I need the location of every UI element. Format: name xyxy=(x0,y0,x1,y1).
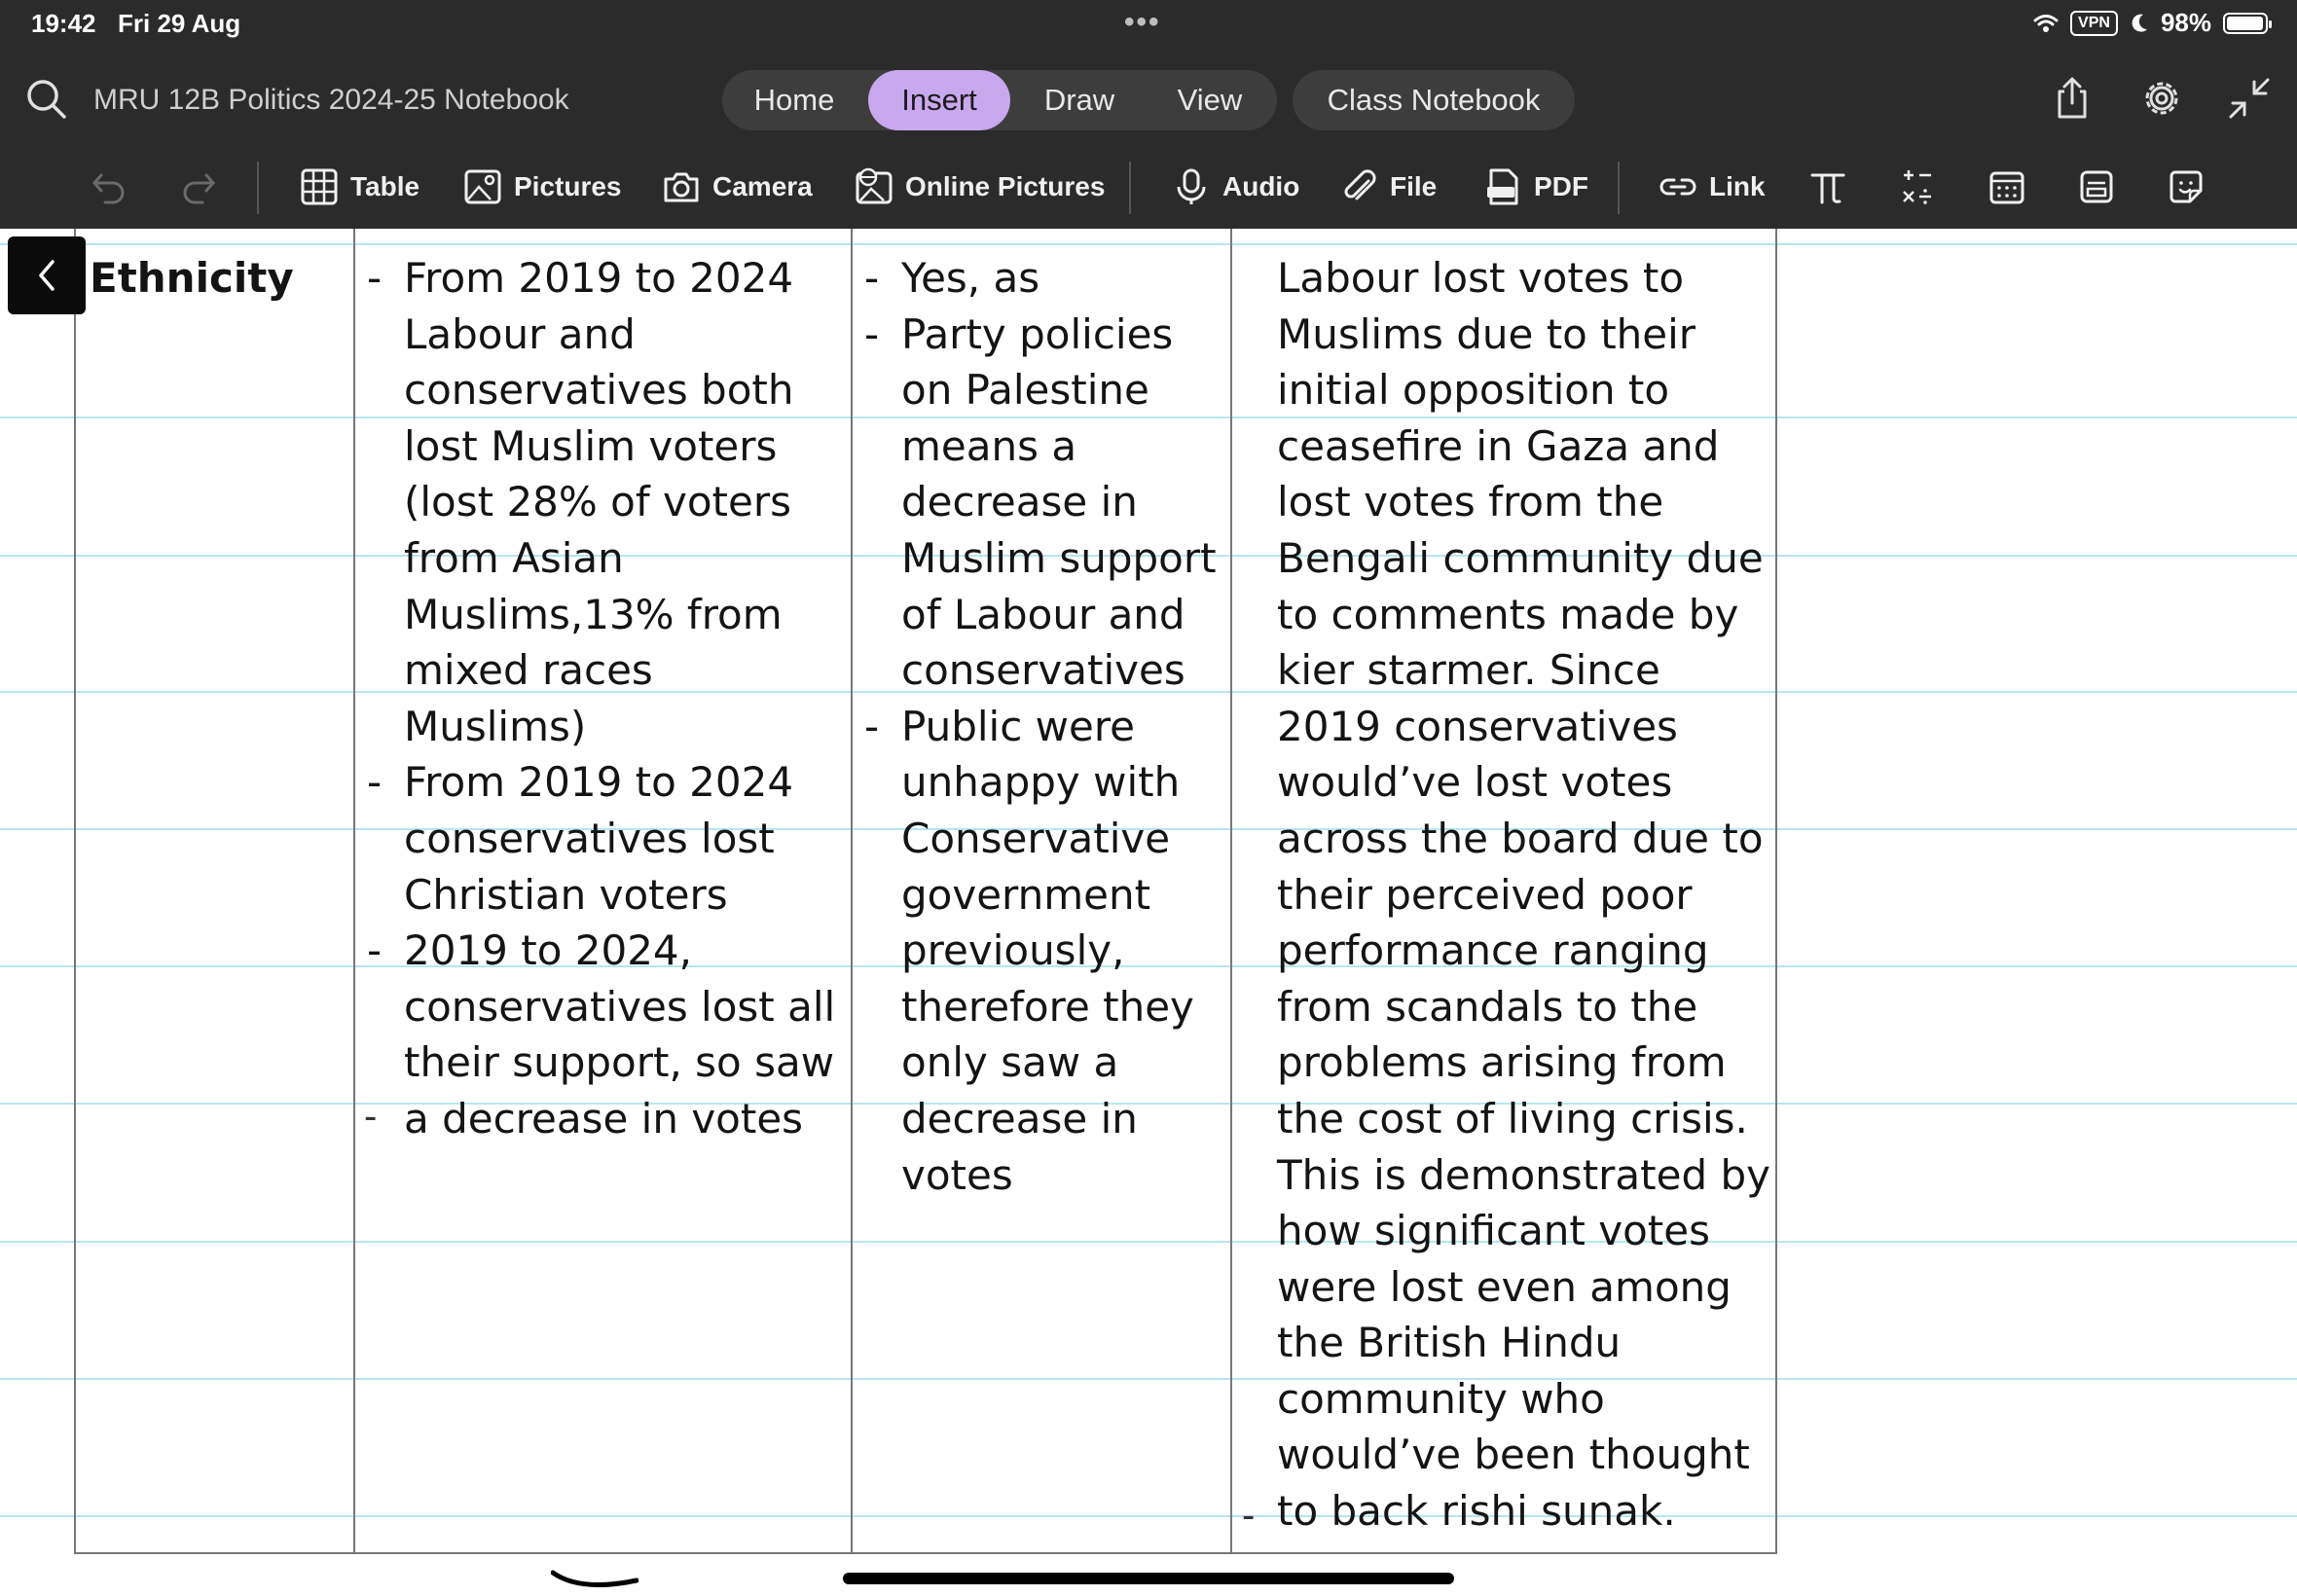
microphone-icon xyxy=(1172,167,1211,206)
ink-stroke xyxy=(551,1567,638,1596)
analysis-list xyxy=(855,250,1226,1203)
title-row xyxy=(0,60,2297,142)
chevron-left-icon xyxy=(32,256,61,295)
ribbon-tabs xyxy=(722,70,1277,130)
settings-gear-icon[interactable] xyxy=(2137,74,2186,123)
undo-button[interactable] xyxy=(90,162,128,212)
tab-home[interactable]: Home xyxy=(753,83,835,117)
battery-percent: 98% xyxy=(2160,8,2211,37)
notebook-title[interactable]: MRU 12B Politics 2024-25 Notebook xyxy=(93,84,569,116)
online-pictures-icon xyxy=(855,167,893,206)
vpn-badge: VPN xyxy=(2070,11,2118,36)
insert-ribbon xyxy=(0,146,2297,228)
table-label: Table xyxy=(350,171,420,201)
camera-label: Camera xyxy=(712,171,813,201)
insert-pdf-button[interactable] xyxy=(1483,162,1588,212)
multitasking-dots-icon[interactable]: ••• xyxy=(1124,6,1161,38)
insert-date-button[interactable] xyxy=(1987,162,2026,212)
app-chrome xyxy=(0,0,2297,229)
empty-list-marker: - xyxy=(364,1095,378,1138)
column-divider xyxy=(851,229,853,1552)
tab-view[interactable]: View xyxy=(1177,83,1243,117)
column-divider xyxy=(353,229,355,1552)
list-item: - Party policies on Palestine means a decrease in Muslim support of Labour and conservatives xyxy=(855,307,1226,699)
pictures-label: Pictures xyxy=(514,171,622,201)
status-indicators xyxy=(2033,8,2268,38)
table-icon xyxy=(300,167,339,206)
redo-icon xyxy=(179,167,218,206)
wifi-icon xyxy=(2033,14,2059,33)
share-icon[interactable] xyxy=(2048,74,2096,123)
status-bar xyxy=(0,0,2297,47)
insert-sticker-button[interactable] xyxy=(2167,162,2206,212)
pi-equation-icon xyxy=(1808,167,1847,206)
collapse-sidebar-button[interactable] xyxy=(8,236,86,314)
evidence-list xyxy=(357,250,844,1147)
insert-link-button[interactable] xyxy=(1659,162,1766,212)
class-notebook-button[interactable]: Class Notebook xyxy=(1293,70,1575,130)
collapse-arrows-icon[interactable] xyxy=(2225,74,2274,123)
evidence-cell[interactable] xyxy=(357,250,844,1147)
list-item: - 2019 to 2024, conservatives lost all their support, so saw a decrease in votes xyxy=(357,923,844,1146)
empty-list-marker: - xyxy=(1242,1494,1256,1537)
list-item: - Yes, as xyxy=(855,250,1226,307)
home-indicator[interactable] xyxy=(843,1573,1454,1584)
battery-icon xyxy=(2223,13,2268,34)
analysis-cell[interactable] xyxy=(855,250,1226,1203)
pdf-icon xyxy=(1483,167,1522,206)
column-divider xyxy=(1230,229,1232,1552)
tab-insert[interactable]: Insert xyxy=(868,70,1010,130)
list-item: - From 2019 to 2024 conservatives lost Christian voters xyxy=(357,754,844,923)
link-label: Link xyxy=(1709,171,1766,201)
notes-table[interactable] xyxy=(74,229,1777,1554)
insert-pictures-button[interactable] xyxy=(463,162,622,212)
search-icon[interactable] xyxy=(23,76,68,121)
insert-online-pictures-button[interactable] xyxy=(855,162,1105,212)
ribbon-divider xyxy=(1129,162,1131,214)
page-template-icon xyxy=(2077,167,2116,206)
insert-camera-button[interactable] xyxy=(662,162,813,212)
calendar-icon xyxy=(1987,167,2026,206)
redo-button[interactable] xyxy=(179,162,218,212)
list-item: - Public were unhappy with Conservative government previously, therefore they only saw a decrease in votes xyxy=(855,699,1226,1203)
file-label: File xyxy=(1390,171,1438,201)
row-label-ethnicity[interactable]: Ethnicity xyxy=(90,254,294,302)
moon-icon xyxy=(2130,13,2149,34)
insert-equation-button[interactable] xyxy=(1808,162,1847,212)
status-date: Fri 29 Aug xyxy=(118,9,241,38)
insert-audio-button[interactable] xyxy=(1172,162,1299,212)
battery-level xyxy=(2227,17,2263,30)
insert-file-button[interactable] xyxy=(1339,162,1437,212)
insert-page-template-button[interactable] xyxy=(2077,162,2116,212)
sticker-icon xyxy=(2167,167,2206,206)
camera-icon xyxy=(662,167,701,206)
evaluation-cell[interactable]: Labour lost votes to Muslims due to their initial opposition to ceasefire in Gaza and lost votes from the Bengali community due to comments made by kier starmer. Since 2019 conservatives would’ve lost votes across the board due to their perceived poor performance ranging from scandals to the problems arising from the cost of living crisis. This is demonstrated by how significant votes were lost even among the British Hindu community who would’ve been thought to back rishi sunak. xyxy=(1277,254,1770,1536)
tab-draw[interactable]: Draw xyxy=(1043,83,1115,117)
online-pictures-label: Online Pictures xyxy=(905,171,1106,201)
pictures-icon xyxy=(463,167,502,206)
ribbon-divider xyxy=(257,162,259,214)
math-operators-icon xyxy=(1898,167,1937,206)
undo-icon xyxy=(90,167,128,206)
paperclip-icon xyxy=(1339,167,1378,206)
pdf-label: PDF xyxy=(1534,171,1588,201)
note-page[interactable] xyxy=(0,229,2297,1596)
status-time: 19:42 xyxy=(31,9,96,38)
ribbon-divider xyxy=(1618,162,1620,214)
list-item: - From 2019 to 2024 Labour and conservatives both lost Muslim voters (lost 28% of voters from Asian Muslims,13% from mixed races Muslims) xyxy=(357,250,844,754)
insert-table-button[interactable] xyxy=(300,162,419,212)
link-icon xyxy=(1659,167,1697,206)
audio-label: Audio xyxy=(1222,171,1300,201)
insert-math-button[interactable] xyxy=(1898,162,1937,212)
